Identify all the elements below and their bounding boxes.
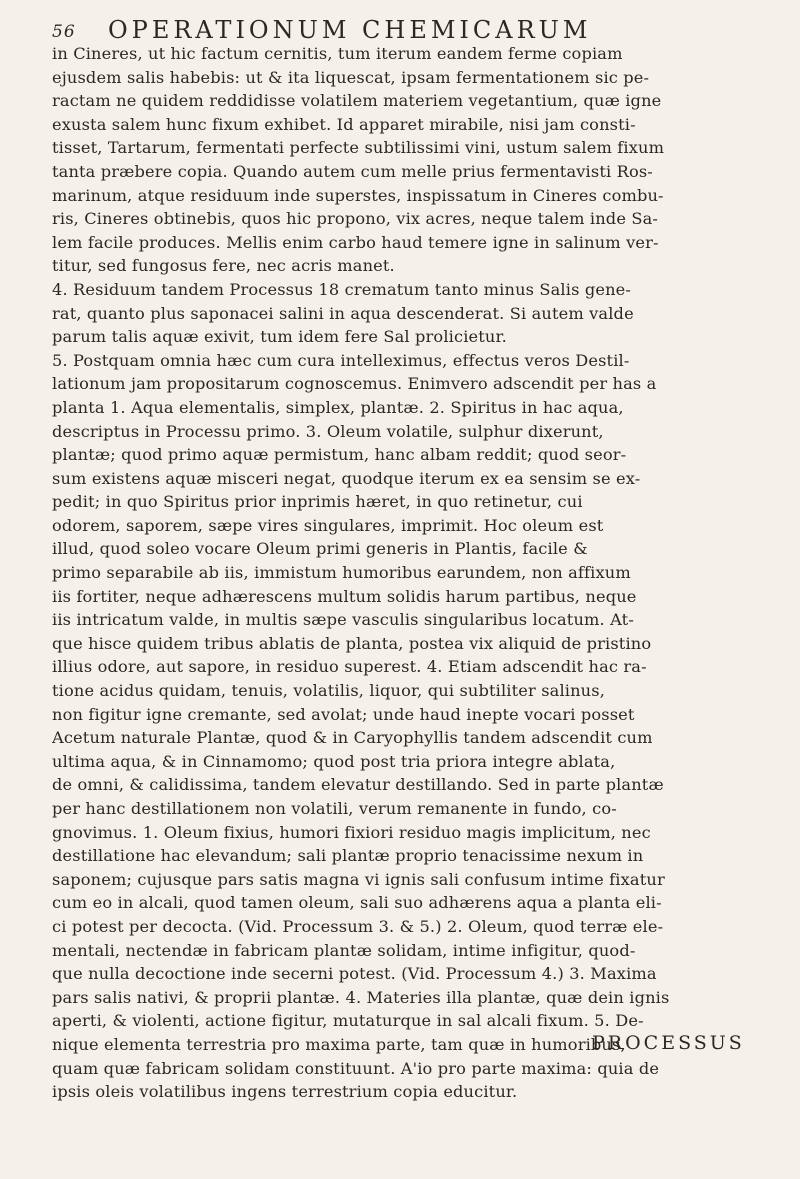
text-line: saponem; cujusque pars satis magna vi ignis sali confusum intime fixatur (52, 869, 665, 889)
text-line: iis intricatum valde, in multis sæpe vasculis singularibus locatum. At- (52, 610, 634, 630)
text-line: marinum, atque residuum inde superstes, inspissatum in Cineres combu- (52, 185, 664, 205)
text-line: non figitur igne cremante, sed avolat; unde haud inepte vocari posset (52, 704, 635, 724)
text-line: sum existens aquæ misceri negat, quodque iterum ex ea sensim se ex- (52, 468, 641, 488)
catchword: PROCESSUS (592, 1032, 745, 1054)
text-line: quam quæ fabricam solidam constituunt. A'io pro parte maxima: quia de (52, 1058, 660, 1078)
text-line: 5. Postquam omnia hæc cum cura intelleximus, effectus veros Destil- (52, 350, 630, 370)
text-line: nique elementa terrestria pro maxima parte, tam quæ in humoribus, (52, 1034, 626, 1054)
text-line: descriptus in Processu primo. 3. Oleum volatile, sulphur dixerunt, (52, 421, 604, 441)
text-line: rat, quanto plus saponacei salini in aqua descenderat. Si autem valde (52, 303, 634, 323)
text-line: aperti, & violenti, actione figitur, mutaturque in sal alcali fixum. 5. De- (52, 1011, 644, 1031)
text-line: ris, Cineres obtinebis, quos hic propono, vix acres, neque talem inde Sa- (52, 209, 659, 229)
running-head: OPERATIONUM CHEMICARUM (108, 16, 592, 44)
text-line: plantæ; quod primo aquæ permistum, hanc albam reddit; quod seor- (52, 445, 627, 465)
text-line: planta 1. Aqua elementalis, simplex, plantæ. 2. Spiritus in hac aqua, (52, 397, 624, 417)
text-line: lationum jam propositarum cognoscemus. Enimvero adscendit per has a (52, 374, 657, 394)
text-line: illud, quod soleo vocare Oleum primi generis in Plantis, facile & (52, 539, 588, 559)
text-line: lem facile produces. Mellis enim carbo haud temere igne in salinum ver- (52, 232, 659, 252)
text-line: parum talis aquæ exivit, tum idem fere Sal prolicietur. (52, 327, 507, 347)
text-line: ejusdem salis habebis: ut & ita liquescat, ipsam fermentationem sic pe- (52, 67, 650, 87)
text-line: illius odore, aut sapore, in residuo superest. 4. Etiam adscendit hac ra- (52, 657, 647, 677)
text-line: de omni, & calidissima, tandem elevatur destillando. Sed in parte plantæ (52, 775, 664, 795)
body-text (52, 42, 764, 1104)
text-line: Acetum naturale Plantæ, quod & in Caryophyllis tandem adscendit cum (52, 728, 653, 748)
text-line: que nulla decoctione inde secerni potest. (Vid. Processum 4.) 3. Maxima (52, 964, 657, 984)
text-line: gnovimus. 1. Oleum fixius, humori fixiori residuo magis implicitum, nec (52, 822, 651, 842)
text-line: tanta præbere copia. Quando autem cum melle prius fermentavisti Ros- (52, 161, 653, 181)
text-line: que hisce quidem tribus ablatis de planta, postea vix aliquid de pristino (52, 633, 652, 653)
text-line: pedit; in quo Spiritus prior inprimis hæret, in quo retinetur, cui (52, 492, 583, 512)
text-line: cum eo in alcali, quod tamen oleum, sali suo adhærens aqua a planta eli- (52, 893, 662, 913)
text-line: 4. Residuum tandem Processus 18 crematum tanto minus Salis gene- (52, 279, 632, 299)
text-line: in Cineres, ut hic factum cernitis, tum iterum eandem ferme copiam (52, 44, 623, 63)
text-line: iis fortiter, neque adhærescens multum solidis harum partibus, neque (52, 586, 637, 606)
text-line: exusta salem hunc fixum exhibet. Id apparet mirabile, nisi jam consti- (52, 114, 636, 134)
text-line: tisset, Tartarum, fermentati perfecte subtilissimi vini, ustum salem fixum (52, 138, 665, 158)
text-line: per hanc destillationem non volatili, verum remanente in fundo, co- (52, 799, 617, 818)
text-line: ultima aqua, & in Cinnamomo; quod post tria priora integre ablata, (52, 751, 616, 771)
text-line: titur, sed fungosus fere, nec acris manet. (52, 256, 395, 276)
text-line: tione acidus quidam, tenuis, volatilis, liquor, qui subtiliter salinus, (52, 681, 606, 701)
text-line: pars salis nativi, & proprii plantæ. 4. Materies illa plantæ, quæ dein ignis (52, 987, 670, 1007)
text-line: ractam ne quidem reddidisse volatilem materiem vegetantium, quæ igne (52, 91, 662, 111)
text-line: ci potest per decocta. (Vid. Processum 3. & 5.) 2. Oleum, quod terræ ele- (52, 916, 664, 936)
text-line: mentali, nectendæ in fabricam plantæ solidam, intime infigitur, quod- (52, 940, 636, 960)
text-line: destillatione hac elevandum; sali plantæ proprio tenacissime nexum in (52, 846, 644, 866)
text-line: odorem, saporem, sæpe vires singulares, imprimit. Hoc oleum est (52, 515, 604, 535)
page-number: 56 (52, 22, 76, 42)
text-line: ipsis oleis volatilibus ingens terrestrium copia educitur. (52, 1082, 518, 1102)
text-line: primo separabile ab iis, immistum humoribus earundem, non affixum (52, 563, 631, 583)
